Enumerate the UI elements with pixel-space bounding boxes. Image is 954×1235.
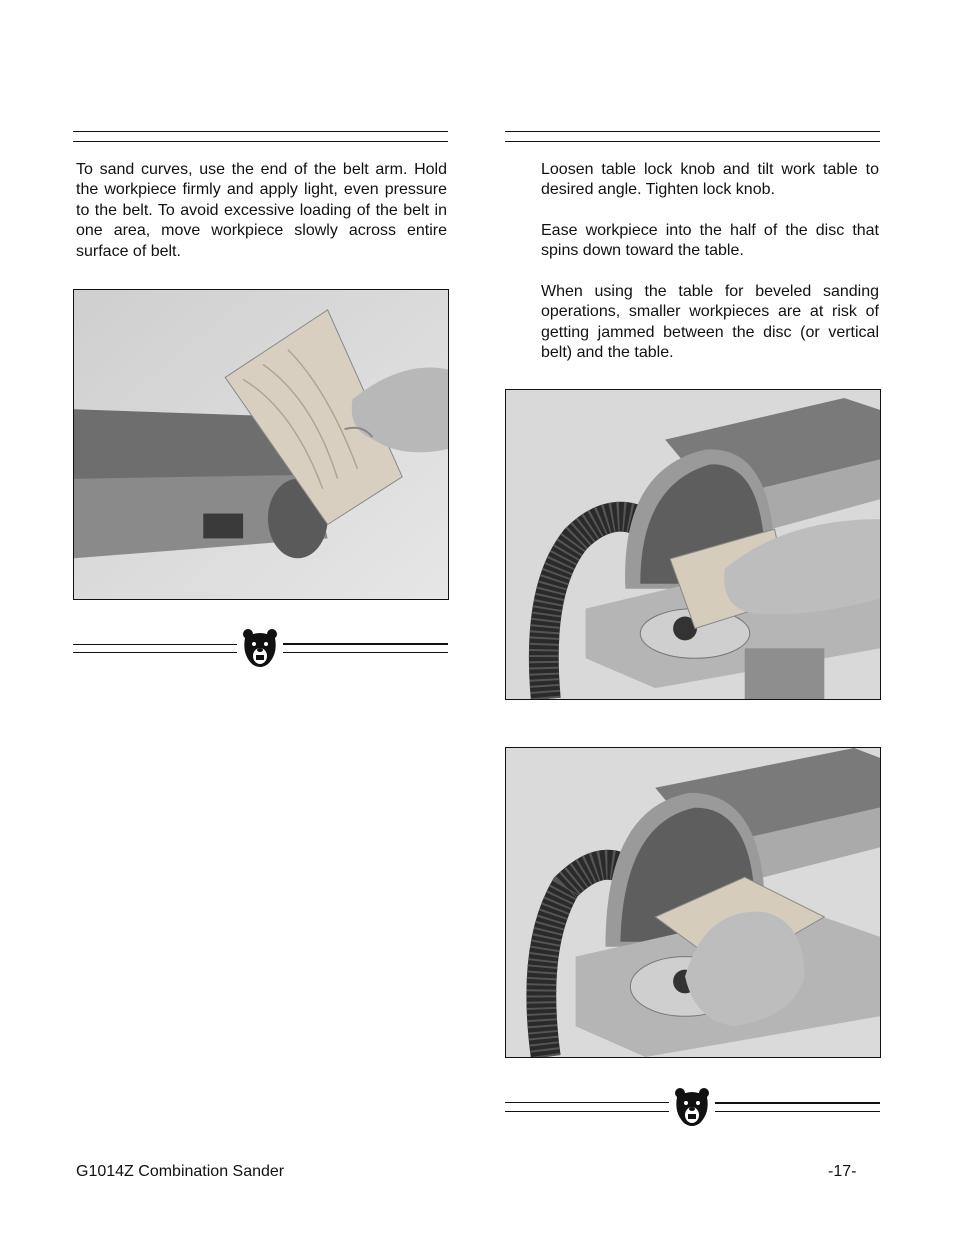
disc-sanding-photo — [505, 389, 881, 700]
tilt-table-paragraph: Loosen table lock knob and tilt work table to desired angle. Tighten lock knob. — [541, 161, 879, 199]
right-divider-rule-bottom — [505, 1111, 669, 1112]
bevel-warning-paragraph: When using the table for beveled sanding operations, smaller workpieces are at risk of getting jammed between the disc (or vertical belt) and the table. — [541, 283, 879, 362]
left-divider-rule-right-top — [283, 643, 448, 645]
bear-logo-icon — [674, 1087, 710, 1129]
disc-sanding-closeup-photo — [505, 747, 881, 1058]
right-header-rule-top — [505, 131, 880, 132]
page-number: -17- — [828, 1163, 857, 1180]
right-header-rule-bottom — [505, 141, 880, 142]
left-divider-rule-top — [73, 644, 237, 645]
right-divider-rule-right-top — [715, 1102, 880, 1104]
bear-logo-icon — [242, 628, 278, 670]
left-header-rule-bottom — [73, 141, 448, 142]
left-header-rule-top — [73, 131, 448, 132]
footer-title: G1014Z Combination Sander — [76, 1163, 285, 1180]
ease-workpiece-paragraph: Ease workpiece into the half of the disc that spins down toward the table. — [541, 222, 879, 260]
curve-sanding-paragraph: To sand curves, use the end of the belt arm. Hold the workpiece firmly and apply light, even pressure to the belt. To avoid excessive loading of the belt in one area, move workpiece slowly across entire surface of belt. — [76, 161, 447, 260]
belt-end-sanding-photo — [73, 289, 449, 600]
right-divider-rule-right-bottom — [715, 1111, 880, 1112]
left-divider-rule-right-bottom — [283, 652, 448, 653]
left-divider-rule-bottom — [73, 652, 237, 653]
right-divider-rule-top — [505, 1102, 669, 1103]
